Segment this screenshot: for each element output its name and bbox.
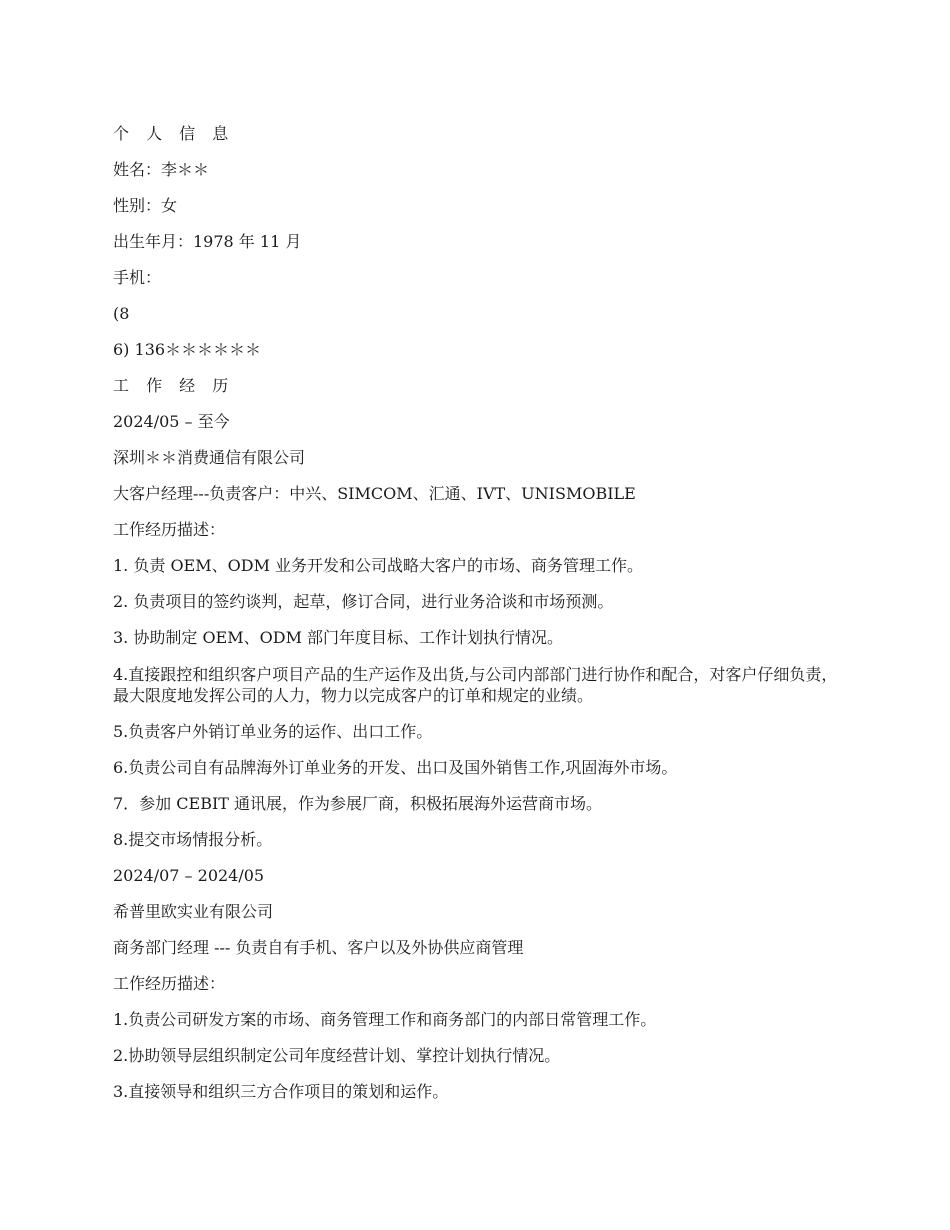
name-line: 姓名：李＊＊ <box>113 160 210 179</box>
job-1-desc-label: 工作经历描述： <box>113 520 226 539</box>
job-1-item-5: 5.负责客户外销订单业务的运作、出口工作。 <box>113 722 433 741</box>
job-2-period: 2024/07 – 2024/05 <box>113 866 265 885</box>
job-2-role: 商务部门经理 --- 负责自有手机、客户以及外协供应商管理 <box>113 938 524 957</box>
job-2-item-1: 1.负责公司研发方案的市场、商务管理工作和商务部门的内部日常管理工作。 <box>113 1010 657 1029</box>
personal-info-heading: 个 人 信 息 <box>113 124 235 143</box>
job-1-item-8: 8.提交市场情报分析。 <box>113 830 273 849</box>
job-1-period: 2024/05 – 至今 <box>113 412 230 431</box>
job-1-item-7: 7．参加 CEBIT 通讯展，作为参展厂商，积极拓展海外运营商市场。 <box>113 794 603 813</box>
job-2-desc-label: 工作经历描述： <box>113 974 226 993</box>
job-1-company: 深圳＊＊消费通信有限公司 <box>113 448 306 467</box>
job-1-item-3: 3. 协助制定 OEM、ODM 部门年度目标、工作计划执行情况。 <box>113 628 564 647</box>
phone-part-2: 6) 136＊＊＊＊＊＊ <box>113 340 262 359</box>
job-1-item-1: 1. 负责 OEM、ODM 业务开发和公司战略大客户的市场、商务管理工作。 <box>113 556 644 575</box>
job-2-item-2: 2.协助领导层组织制定公司年度经营计划、掌控计划执行情况。 <box>113 1046 561 1065</box>
birth-line: 出生年月：1978 年 11 月 <box>113 232 302 251</box>
work-experience-heading: 工 作 经 历 <box>113 376 235 395</box>
job-1-item-2: 2. 负责项目的签约谈判，起草，修订合同，进行业务洽谈和市场预测。 <box>113 592 614 611</box>
phone-part-1: (8 <box>113 304 130 323</box>
resume-document <box>113 124 843 1118</box>
job-2-company: 希普里欧实业有限公司 <box>113 902 274 921</box>
gender-line: 性别：女 <box>113 196 178 215</box>
job-2-item-3: 3.直接领导和组织三方合作项目的策划和运作。 <box>113 1082 449 1101</box>
job-1-item-4: 4.直接跟控和组织客户项目产品的生产运作及出货,与公司内部部门进行协作和配合，对客户仔细负责，最大限度地发挥公司的人力，物力以完成客户的订单和规定的业绩。 <box>113 665 838 705</box>
job-1-role: 大客户经理---负责客户：中兴、SIMCOM、汇通、IVT、UNISMOBILE <box>113 484 636 503</box>
phone-label: 手机： <box>113 268 162 287</box>
job-1-item-6: 6.负责公司自有品牌海外订单业务的开发、出口及国外销售工作,巩固海外市场。 <box>113 758 678 777</box>
